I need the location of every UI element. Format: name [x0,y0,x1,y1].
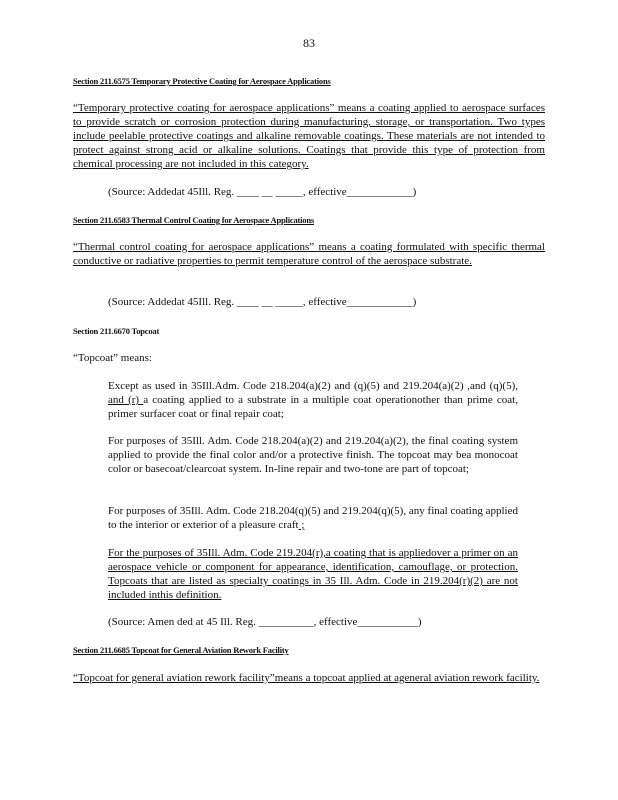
topcoat-definition-item-2: For purposes of 35Ill. Adm. Code 218.204(a)(2) and 219.204(a)(2), the final coating system applied to provide the final color and/or a protective finish. The topcoat may bea monocoat color or basecoat/clearcoat system. In-line repair and two-tone are part of topcoat; [108,435,518,475]
definition-topcoat-general-aviation: “Topcoat for general aviation rework facility”means a topcoat applied at ageneral aviation rework facility. [73,672,540,684]
page-number: 83 [303,36,315,50]
topcoat-intro: “Topcoat” means: [73,352,152,364]
source-note: (Source: Addedat 45Ill. Reg. ____ __ _____, effective____________) [108,186,417,198]
section-heading-211-6685: Section 211.6685 Topcoat for General Aviation Rework Facility [73,645,289,655]
item-1-text-a: Except as used in 35Ill.Adm. Code 218.204(a)(2) and (q)(5) and 219.204(a)(2) ,and (q)(5), [108,380,518,392]
topcoat-definition-item-4: For the purposes of 35Ill. Adm. Code 219.204(r),a coating that is appliedover a primer on an aerospace vehicle or component for appearance, identification, camouflage, or protection. Topcoats that are listed as specialty coatings in 35 Ill. Adm. Code in 219.204(r)(2) are not included inthis definition. [108,547,518,601]
item-3-inserted-text: ; [298,519,305,531]
item-1-text-b: a coating applied to a substrate in a multiple coat operationother than prime coat, primer surfacer coat or final repair coat; [108,394,518,420]
definition-thermal-control-coating: “Thermal control coating for aerospace applications” means a coating formulated with specific thermal conductive or radiative properties to permit temperature control of the aerospace substrate. [73,241,545,267]
item-1-inserted-text: and (r) [108,394,144,406]
section-heading-211-6583: Section 211.6583 Thermal Control Coating for Aerospace Applications [73,215,314,225]
item-3-text: For purposes of 35Ill. Adm. Code 218.204(q)(5) and 219.204(q)(5), any final coating applied to the interior or exterior of a pleasure craft [108,505,518,531]
section-heading-211-6575: Section 211.6575 Temporary Protective Coating for Aerospace Applications [73,76,331,86]
topcoat-definition-item-1 [108,379,518,421]
source-note: (Source: Amen ded at 45 Ill. Reg. __________, effective___________) [108,616,422,628]
source-note: (Source: Addedat 45Ill. Reg. ____ __ _____, effective____________) [108,296,417,308]
topcoat-definition-item-3 [108,504,518,532]
section-heading-211-6670: Section 211.6670 Topcoat [73,326,160,336]
definition-temporary-protective-coating: “Temporary protective coating for aerospace applications” means a coating applied to aerospace surfaces to provide scratch or corrosion protection during manufacturing, storage, or transportation. Two types include peelable protective coatings and alkaline removable coatings. These materials are not intended to protect against strong acid or alkaline solutions. Coatings that provide this type of protection from chemical processing are not included in this category. [73,102,545,170]
